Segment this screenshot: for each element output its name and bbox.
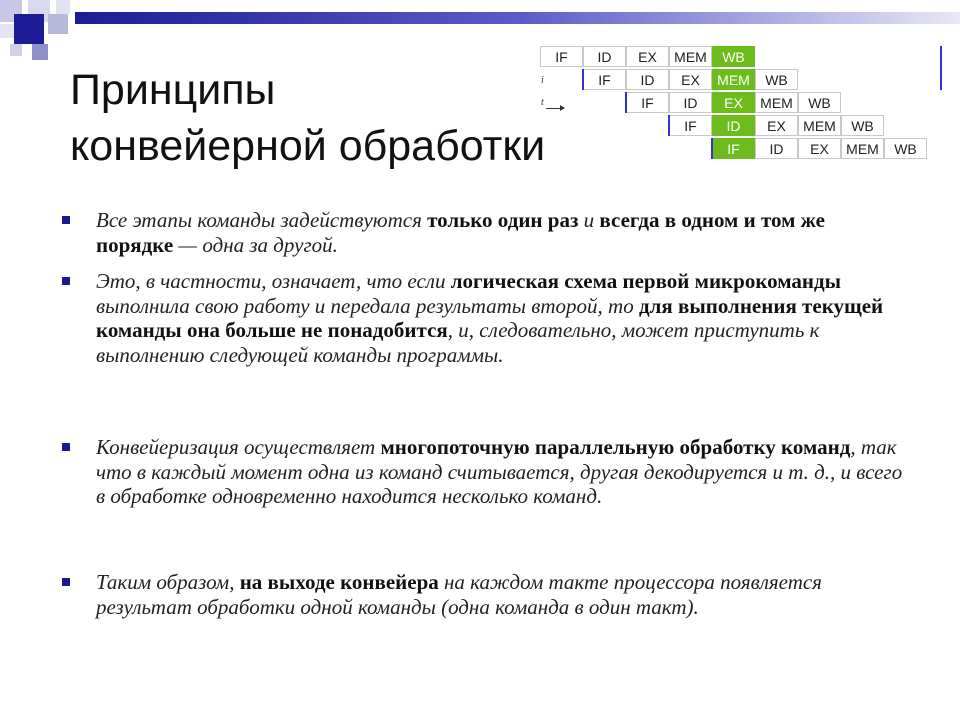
bullet-text-part: Таким образом, <box>96 570 240 594</box>
bullet-text <box>96 570 906 619</box>
pipeline-stage-cell: ID <box>626 69 669 90</box>
bullet-emphasis: для выполнения текущей команды она больше не понадобится <box>96 293 884 342</box>
slide-title <box>70 62 545 174</box>
bullet-text <box>96 269 906 367</box>
pipeline-stage-cell: MEM <box>841 138 884 159</box>
pipeline-stage-cell: MEM <box>755 92 798 113</box>
row-start-marker <box>582 69 584 90</box>
bullet-text-part: и <box>578 208 600 232</box>
axis-t-label: t <box>541 97 544 108</box>
deco-square <box>14 14 44 44</box>
pipeline-stage-cell: IF <box>669 115 712 136</box>
bullet-emphasis: многопоточную параллельную обработку команд <box>380 435 851 459</box>
bullet-text-part: Конвейеризация осуществляет <box>96 435 381 459</box>
pipeline-stage-cell: MEM <box>798 115 841 136</box>
header-gradient-bar <box>75 12 960 24</box>
pipeline-stage-cell: IF <box>540 46 583 67</box>
pipeline-stage-cell: WB <box>884 138 927 159</box>
pipeline-stage-cell: WB <box>798 92 841 113</box>
pipeline-stage-cell: MEM <box>712 69 755 90</box>
corner-decoration <box>0 0 80 60</box>
bullet-text-part: выполнила свою работу и передала результаты второй, то <box>96 293 639 318</box>
grid-edge-line <box>940 46 942 90</box>
title-line-2: конвейерной обработки <box>70 122 546 170</box>
bullet-text-part: Это, в частности, означает, что если <box>96 269 451 293</box>
deco-square <box>48 14 68 34</box>
bullet-text-part: — одна за другой. <box>173 232 338 257</box>
axis-arrow-head <box>560 105 565 111</box>
deco-square <box>0 24 14 38</box>
bullet-marker-icon <box>62 443 70 451</box>
pipeline-stage-cell: WB <box>712 46 755 67</box>
pipeline-diagram <box>538 46 946 164</box>
pipeline-stage-cell: IF <box>712 138 755 159</box>
bullet-emphasis: логическая схема первой микрокоманды <box>450 269 842 293</box>
pipeline-stage-cell: ID <box>583 46 626 67</box>
bullet-text-part: Все этапы команды задействуются <box>96 208 428 232</box>
deco-square <box>10 44 22 56</box>
pipeline-stage-cell: MEM <box>669 46 712 67</box>
bullet-emphasis: всегда в одном и том же порядке <box>96 208 825 257</box>
pipeline-stage-cell: EX <box>755 115 798 136</box>
bullet-text <box>96 208 906 257</box>
title-line-1: Принципы <box>70 66 276 114</box>
bullet-text-part: , и, следовательно, может приступить к выполнению следующей команды программы. <box>96 318 820 367</box>
bullet-emphasis: на выходе конвейера <box>239 570 439 594</box>
pipeline-stage-cell: EX <box>669 69 712 90</box>
bullet-text <box>96 435 906 509</box>
row-start-marker <box>625 92 627 113</box>
pipeline-stage-cell: ID <box>712 115 755 136</box>
axis-i-label: i <box>541 75 544 86</box>
bullet-text-part: на каждом такте процессора появляется результат обработки одной команды (одна команда в один такт). <box>96 570 822 619</box>
pipeline-stage-cell: EX <box>798 138 841 159</box>
row-start-marker <box>668 115 670 136</box>
deco-square <box>32 44 48 60</box>
pipeline-stage-cell: ID <box>755 138 798 159</box>
bullet-text-part: , так что в каждый момент одна из команд считывается, другая декодируется и т. д., и всего в обработке одновременно находится несколько команд. <box>96 435 903 508</box>
pipeline-stage-cell: WB <box>841 115 884 136</box>
bullet-marker-icon <box>62 578 70 586</box>
bullet-emphasis: только один раз <box>427 208 579 232</box>
deco-square <box>56 0 70 14</box>
pipeline-stage-cell: ID <box>669 92 712 113</box>
pipeline-stage-cell: IF <box>626 92 669 113</box>
bullet-marker-icon <box>62 216 70 224</box>
pipeline-stage-cell: WB <box>755 69 798 90</box>
pipeline-stage-cell: IF <box>583 69 626 90</box>
bullet-marker-icon <box>62 277 70 285</box>
pipeline-stage-cell: EX <box>712 92 755 113</box>
pipeline-stage-cell: EX <box>626 46 669 67</box>
row-start-marker <box>711 138 713 159</box>
